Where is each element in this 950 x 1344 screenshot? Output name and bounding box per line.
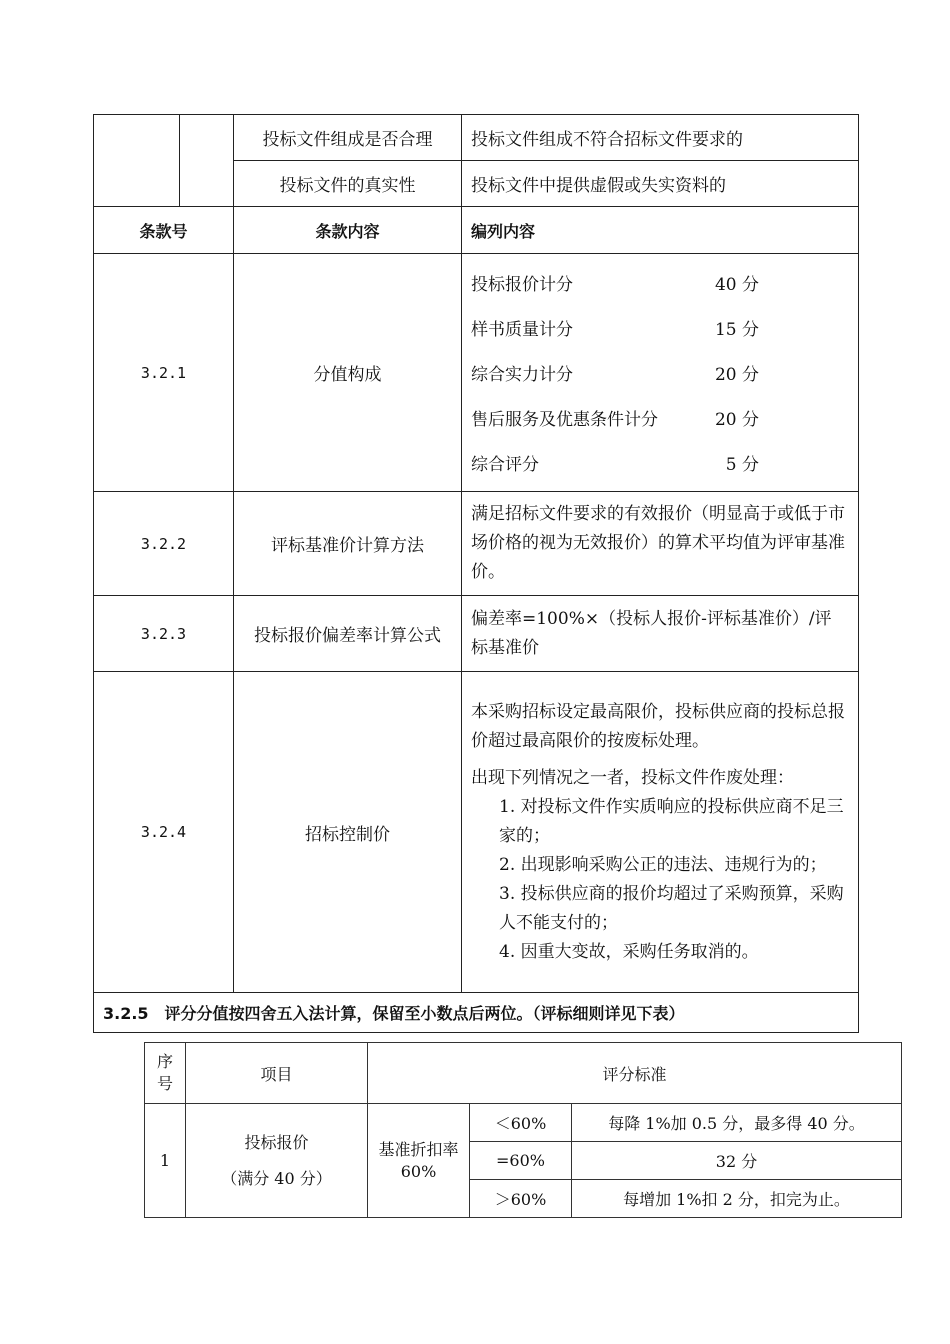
score-label: 投标报价计分 bbox=[471, 275, 573, 295]
score-points: 40 分 bbox=[714, 275, 759, 295]
score-row bbox=[471, 440, 858, 485]
table-row bbox=[94, 115, 859, 161]
condition: ＞60% bbox=[470, 1180, 572, 1218]
condition: ＜60% bbox=[470, 1104, 572, 1142]
clause-content: 分值构成 bbox=[234, 254, 462, 492]
score-label: 综合实力计分 bbox=[471, 365, 573, 385]
empty-cell bbox=[94, 115, 180, 207]
score-composition bbox=[462, 254, 859, 492]
score-row bbox=[471, 305, 858, 350]
paragraph: 出现下列情况之一者，投标文件作废处理： bbox=[471, 767, 794, 788]
table-row bbox=[94, 596, 859, 672]
clause-number: 3.2.2 bbox=[94, 492, 234, 596]
score-points: 20 分 bbox=[714, 365, 759, 385]
header-clause-no: 条款号 bbox=[94, 207, 234, 254]
table-row bbox=[94, 672, 859, 993]
table-row bbox=[94, 492, 859, 596]
item-name: 投标报价 bbox=[244, 1132, 309, 1152]
row-number: 1 bbox=[145, 1104, 186, 1218]
table-footer-row bbox=[94, 993, 859, 1033]
clause-content: 评标基准价计算方法 bbox=[234, 492, 462, 596]
list-item: 3. 投标供应商的报价均超过了采购预算，采购人不能支付的； bbox=[499, 883, 844, 933]
review-item: 投标文件的真实性 bbox=[234, 161, 462, 207]
clause-number: 3.2.4 bbox=[94, 672, 234, 993]
review-criterion: 投标文件组成不符合招标文件要求的 bbox=[462, 115, 859, 161]
table-row bbox=[94, 254, 859, 492]
score-row bbox=[471, 260, 858, 305]
review-item: 投标文件组成是否合理 bbox=[234, 115, 462, 161]
header-clause-content: 条款内容 bbox=[234, 207, 462, 254]
score-row bbox=[471, 350, 858, 395]
header-standard: 评分标准 bbox=[368, 1043, 902, 1104]
rounding-note: 3.2.5 评分分值按四舍五入法计算，保留至小数点后两位。（评标细则详见下表） bbox=[94, 993, 859, 1033]
list-item: 2. 出现影响采购公正的违法、违规行为的； bbox=[499, 854, 827, 875]
list-item: 4. 因重大变故，采购任务取消的。 bbox=[499, 941, 759, 962]
scoring-detail-table bbox=[144, 1042, 902, 1218]
list-item: 1. 对投标文件作实质响应的投标供应商不足三家的； bbox=[499, 796, 844, 846]
item-max-score: （满分 40 分） bbox=[221, 1168, 332, 1188]
clause-content: 投标报价偏差率计算公式 bbox=[234, 596, 462, 672]
base-discount-rate: 基准折扣率 60% bbox=[368, 1104, 470, 1218]
clause-content: 招标控制价 bbox=[234, 672, 462, 993]
empty-cell bbox=[180, 115, 234, 207]
rule-description: 每增加 1%扣 2 分，扣完为止。 bbox=[572, 1180, 902, 1218]
scoring-item bbox=[186, 1104, 368, 1218]
header-no: 序号 bbox=[145, 1043, 186, 1104]
condition: =60% bbox=[470, 1142, 572, 1180]
score-points: 15 分 bbox=[714, 320, 759, 340]
score-row bbox=[471, 395, 858, 440]
review-criterion: 投标文件中提供虚假或失实资料的 bbox=[462, 161, 859, 207]
table-header-row bbox=[94, 207, 859, 254]
clause-text bbox=[462, 672, 859, 993]
rule-description: 每降 1%加 0.5 分，最多得 40 分。 bbox=[572, 1104, 902, 1142]
clause-number: 3.2.1 bbox=[94, 254, 234, 492]
header-compiled-content: 编列内容 bbox=[462, 207, 859, 254]
paragraph: 本采购招标设定最高限价，投标供应商的投标总报价超过最高限价的按废标处理。 bbox=[471, 701, 845, 751]
clause-text: 偏差率=100%×（投标人报价-评标基准价）/评标基准价 bbox=[462, 596, 859, 672]
rule-description: 32 分 bbox=[572, 1142, 902, 1180]
clause-number: 3.2.3 bbox=[94, 596, 234, 672]
evaluation-clause-table bbox=[93, 114, 859, 1033]
table-header-row bbox=[145, 1043, 902, 1104]
clause-text: 满足招标文件要求的有效报价（明显高于或低于市场价格的视为无效报价）的算术平均值为评审基准价。 bbox=[462, 492, 859, 596]
header-item: 项目 bbox=[186, 1043, 368, 1104]
score-label: 售后服务及优惠条件计分 bbox=[471, 410, 658, 430]
score-points: 20 分 bbox=[714, 410, 759, 430]
score-label: 样书质量计分 bbox=[471, 320, 573, 340]
score-points: 5 分 bbox=[725, 455, 759, 475]
score-label: 综合评分 bbox=[471, 455, 539, 475]
table-row bbox=[145, 1104, 902, 1142]
